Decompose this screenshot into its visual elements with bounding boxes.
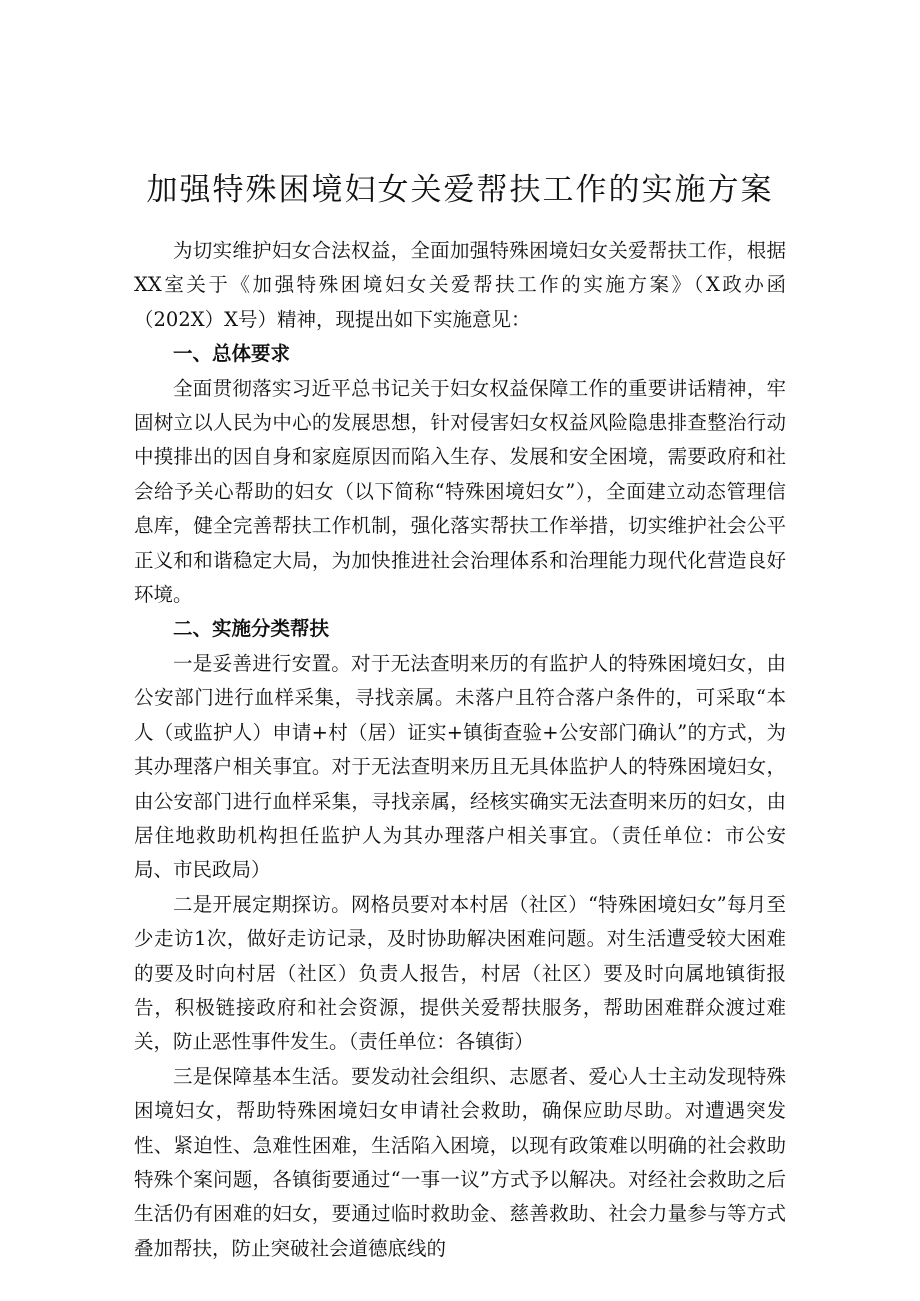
basic-living-paragraph: 三是保障基本生活。要发动社会组织、志愿者、爱心人士主动发现特殊困境妇女，帮助特殊困境妇女申请社会救助，确保应助尽助。对遭遇突发性、紧迫性、急难性困难，生活陷入困境，以现有政策难以明确的社会救助特殊个案问题，各镇街要通过“一事一议”方式予以解决。对经社会救助之后生活仍有困难的妇女，要通过临时救助金、慈善救助、社会力量参与等方式叠加帮扶，防止突破社会道德底线的: [134, 1064, 786, 1260]
regular-visits-paragraph: 二是开展定期探访。网格员要对本村居（社区）“特殊困境妇女”每月至少走访1次，做好走访记录，及时协助解决困难问题。对生活遭受较大困难的要及时向村居（社区）负责人报告，村居（社区）要及时向属地镇街报告，积极链接政府和社会资源，提供关爱帮扶服务，帮助困难群众渡过难关，防止恶性事件发生。（责任单位：各镇街）: [134, 892, 786, 1054]
document-body: [134, 234, 786, 1266]
section-heading-classified-assistance: 二、实施分类帮扶: [173, 617, 330, 641]
intro-paragraph: 为切实维护妇女合法权益，全面加强特殊困境妇女关爱帮扶工作，根据XX室关于《加强特殊困境妇女关爱帮扶工作的实施方案》（X政办函（202X）X号）精神，现提出如下实施意见：: [134, 239, 786, 331]
section-heading-general-requirements: 一、总体要求: [173, 342, 291, 366]
general-requirements-paragraph: 全面贯彻落实习近平总书记关于妇女权益保障工作的重要讲话精神，牢固树立以人民为中心的发展思想，针对侵害妇女权益风险隐患排查整治行动中摸排出的因自身和家庭原因而陷入生存、发展和安全困境，需要政府和社会给予关心帮助的妇女（以下简称“特殊困境妇女”），全面建立动态管理信息库，健全完善帮扶工作机制，强化落实帮扶工作举措，切实维护社会公平正义和和谐稳定大局，为加快推进社会治理体系和治理能力现代化营造良好环境。: [134, 376, 786, 607]
document-title: 加强特殊困境妇女关爱帮扶工作的实施方案: [146, 172, 774, 208]
resettlement-paragraph: 一是妥善进行安置。对于无法查明来历的有监护人的特殊困境妇女，由公安部门进行血样采集，寻找亲属。未落户且符合落户条件的，可采取“本人（或监护人）申请+村（居）证实+镇街查验+公安部门确认”的方式，为其办理落户相关事宜。对于无法查明来历且无具体监护人的特殊困境妇女，由公安部门进行血样采集，寻找亲属，经核实确实无法查明来历的妇女，由居住地救助机构担任监护人为其办理落户相关事宜。（责任单位：市公安局、市民政局）: [134, 651, 786, 882]
